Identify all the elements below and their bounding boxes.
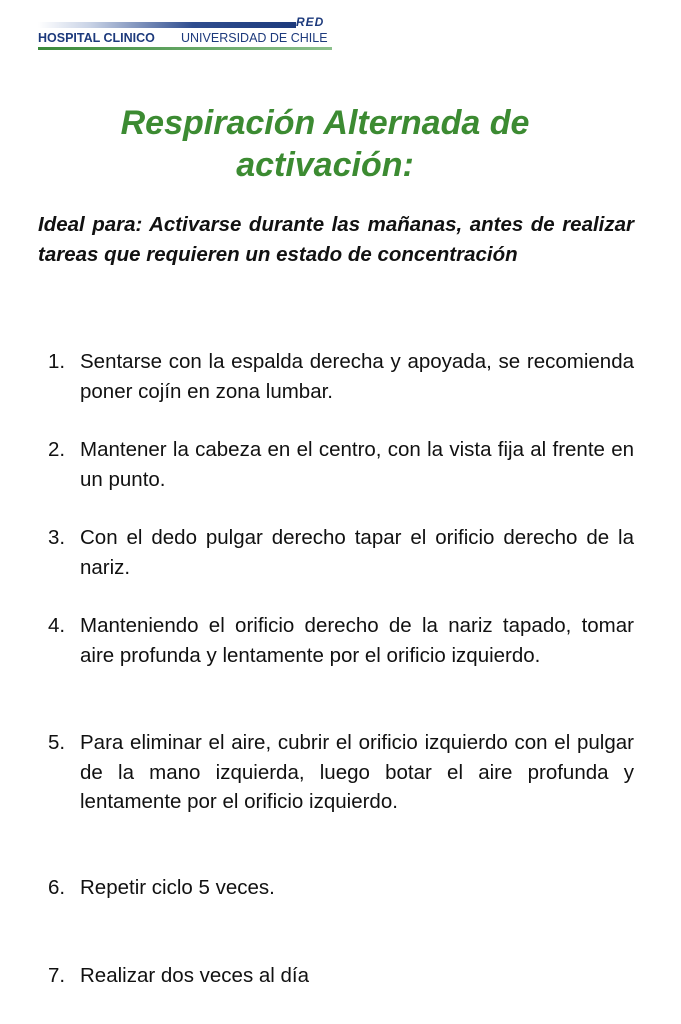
step-item [48, 435, 634, 494]
step-text: Sentarse con la espalda derecha y apoyada, se recomienda poner cojín en zona lumbar. [80, 350, 634, 403]
step-number: 2. [48, 438, 66, 461]
step-number: 3. [48, 526, 66, 549]
step-text: Manteniendo el orificio derecho de la nariz tapado, tomar aire profunda y lentamente por el orificio izquierdo. [80, 614, 634, 667]
page-title: Respiración Alternada de activación: [120, 104, 530, 184]
step-number: 7. [48, 964, 66, 987]
step-text: Con el dedo pulgar derecho tapar el orificio derecho de la nariz. [80, 526, 634, 579]
step-number: 5. [48, 731, 66, 754]
intro-paragraph: Ideal para: Activarse durante las mañanas, antes de realizar tareas que requieren un estado de concentración [38, 213, 634, 266]
step-number: 1. [48, 350, 66, 373]
step-number: 6. [48, 876, 66, 899]
step-item [48, 523, 634, 582]
logo-university-text: UNIVERSIDAD DE CHILE [181, 31, 328, 45]
step-text: Realizar dos veces al día [80, 964, 310, 987]
step-item [48, 611, 634, 670]
step-text: Para eliminar el aire, cubrir el orificio izquierdo con el pulgar de la mano izquierda, luego botar el aire profunda y lentamente por el orificio izquierdo. [80, 731, 634, 813]
step-text: Repetir ciclo 5 veces. [80, 876, 275, 899]
hospital-logo [38, 16, 334, 50]
logo-red-text: RED [296, 15, 325, 29]
logo-hospital-text: HOSPITAL CLINICO [38, 31, 155, 45]
step-item [48, 728, 634, 817]
step-text: Mantener la cabeza en el centro, con la vista fija al frente en un punto. [80, 438, 634, 491]
step-item [48, 347, 634, 406]
logo-green-underline [38, 47, 332, 50]
logo-bar [38, 22, 296, 28]
step-number: 4. [48, 614, 66, 637]
step-item [48, 961, 634, 991]
step-item [48, 873, 634, 903]
